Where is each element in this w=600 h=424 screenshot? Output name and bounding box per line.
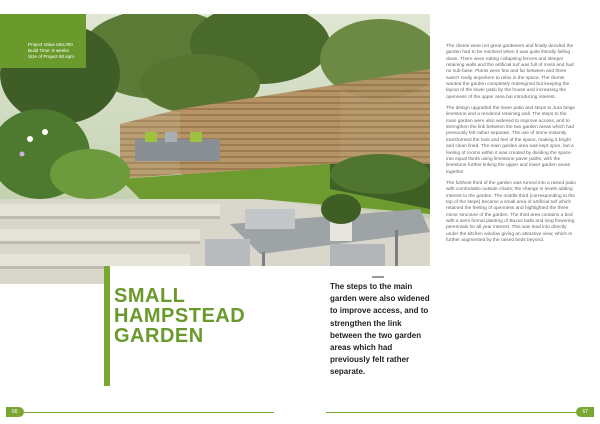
title-line-3: GARDEN <box>114 325 204 347</box>
page-number-left: 66 <box>6 407 24 417</box>
footer-rule-right <box>326 412 576 413</box>
body-paragraph-3: The furthest third of the garden was turned into a raised patio with comfortable outside chairs; the change in levels adding interest to the garden. The middle third (corresponding to the top of the steps) became a small area of artificial turf which retained the feeling of openness and highlighted the three minor structure of the garden. The third area contains a bed with a semi formal planting of Buxus balls and long flowering perennials for all year interest. This was lead into directly under the kitchen window giving an attractive view, which is further augmented by the raised beds beyond. <box>446 180 576 243</box>
body-paragraph-2: The design upgraded the lower patio and steps to Jura beige limestone and a rendered retaining wall. The steps to the main garden were also widened to improve access, and to strengthen the link between the two garden areas which had previously felt rather separate. The use of stone instantly transformed the look and feel of the space, making it bright and clean lined. The main garden area was kept open, but a feeling of rooms within it was created by dividing the space into equal thirds using limestone paver paths, with the limestone further linking the upper and lower garden areas together. <box>446 106 576 175</box>
page-number-right: 67 <box>576 407 594 417</box>
project-size: Size of Project 90 sqm <box>28 54 74 59</box>
footer-rule-left <box>24 412 274 413</box>
build-time: Build Time: 8 weeks <box>28 48 69 53</box>
title-line-1: SMALL <box>114 285 186 307</box>
quote-divider <box>372 276 384 278</box>
title-line-2: HAMPSTEAD <box>114 305 246 327</box>
title-accent-bar <box>104 266 110 386</box>
pull-quote: The steps to the main garden were also widened to improve access, and to strengthen the link between the two garden areas which had previously felt rather separate. <box>330 282 430 377</box>
page-title <box>114 286 314 346</box>
project-spec-box <box>0 14 86 68</box>
body-text <box>446 44 576 249</box>
project-value: Project Value £60,000 <box>28 42 73 47</box>
body-paragraph-1: The clients were not great gardeners and finally decided the garden had to be resolved when it was quite literally falling down. There were rotting collapsing fences and sleeper retaining walls and the artificial turf was full of moss and had no sub-base. Plants were few and far between and there wasn't really anywhere to relax in the space. The clients wanted the garden completely redesigned but keeping the layout of the lower patio by the house and increasing the openness of the upper area but introducing interest. <box>446 44 574 100</box>
